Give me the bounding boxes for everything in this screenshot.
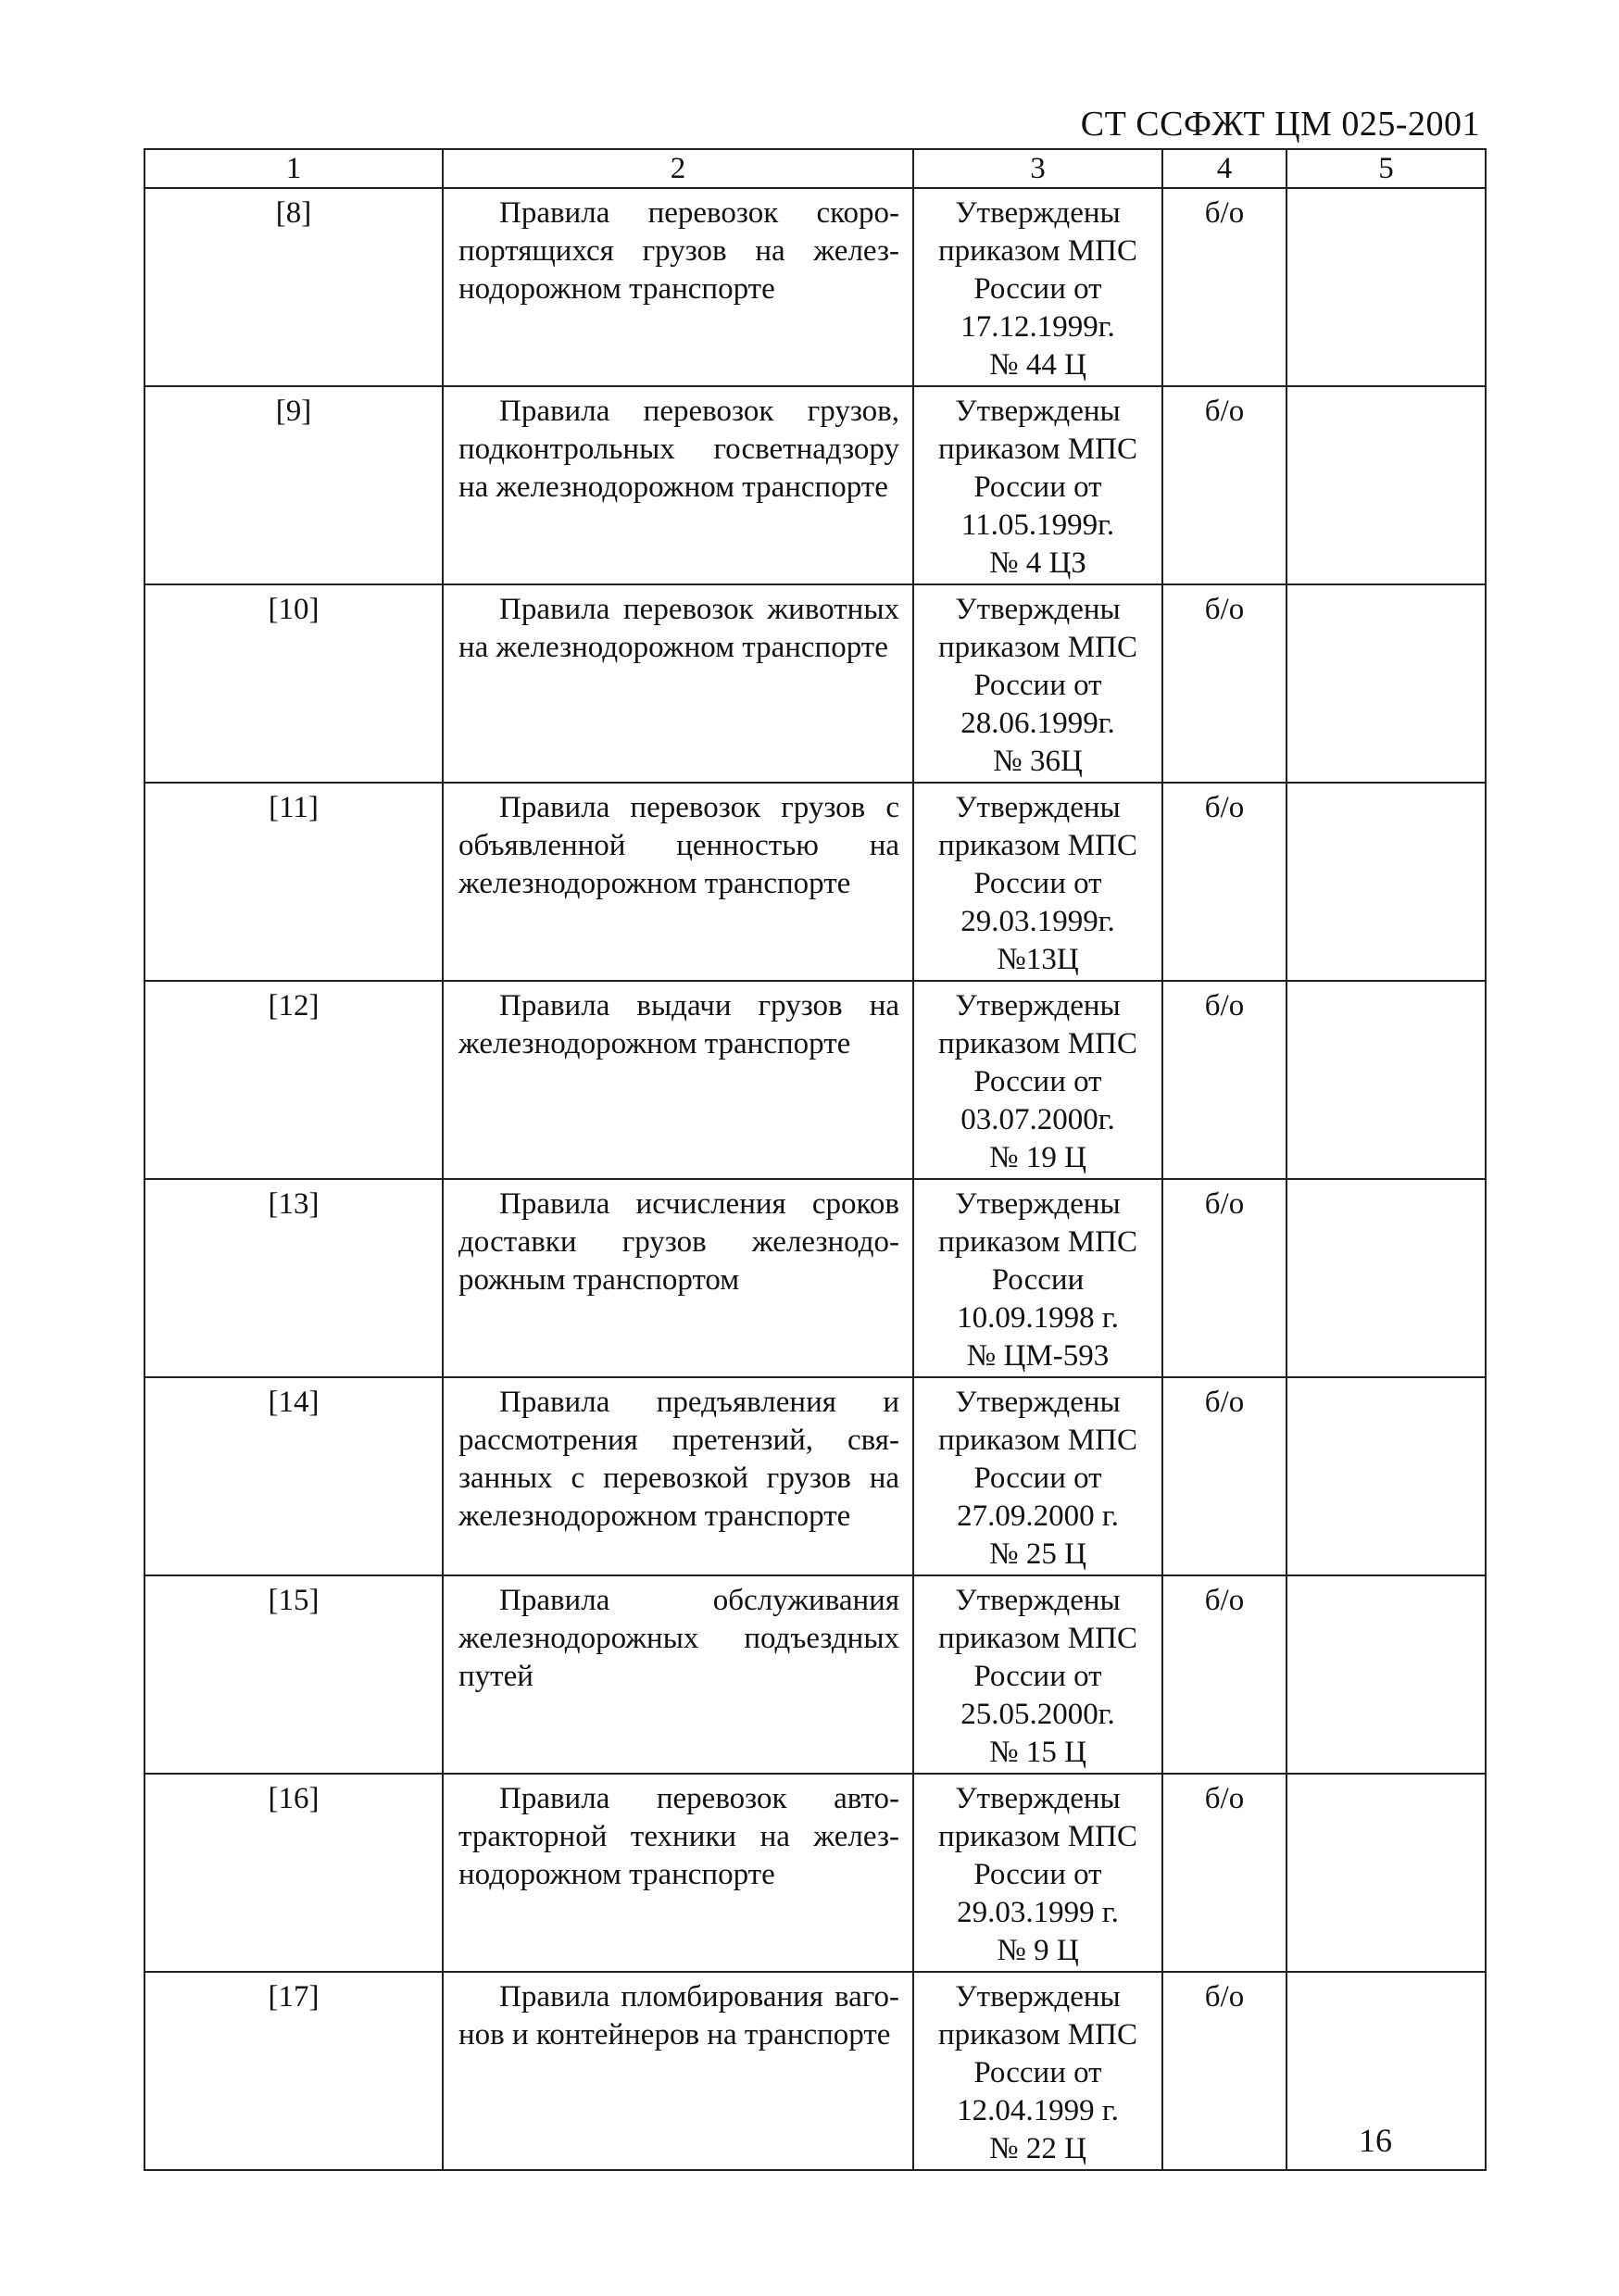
document-title: Правила исчисления сроков доставки грузов железнодорожным транспортом bbox=[458, 1187, 899, 1297]
approval-cell bbox=[913, 188, 1162, 386]
approval-cell bbox=[913, 1179, 1162, 1377]
table-row bbox=[144, 386, 1486, 584]
approval-line: № 22 Ц bbox=[989, 2132, 1086, 2165]
table-header-row bbox=[144, 149, 1486, 188]
approval-line: Утверждены bbox=[955, 791, 1121, 824]
approval-cell bbox=[913, 1575, 1162, 1774]
document-code: СТ ССФЖТ ЦМ 025-2001 bbox=[1080, 105, 1480, 144]
reference-number: [15] bbox=[144, 1575, 443, 1774]
column-header-2: 2 bbox=[443, 149, 913, 188]
approval-line: России от bbox=[973, 1462, 1102, 1495]
note-cell bbox=[1286, 1774, 1486, 1972]
approval-line: приказом МПС bbox=[937, 829, 1138, 862]
approval-cell bbox=[913, 386, 1162, 584]
approval-line: 17.12.1999г. bbox=[960, 310, 1115, 344]
document-title-cell bbox=[443, 1179, 913, 1377]
status-cell: б/о bbox=[1162, 584, 1286, 783]
approval-line: Утверждены bbox=[955, 1782, 1121, 1815]
approval-line: России от bbox=[973, 867, 1102, 900]
table-row bbox=[144, 1575, 1486, 1774]
references-table bbox=[144, 148, 1487, 2171]
approval-line: № 4 ЦЗ bbox=[989, 546, 1086, 580]
approval-line: № 9 Ц bbox=[997, 1934, 1079, 1967]
document-title-cell bbox=[443, 981, 913, 1179]
document-title: Правила обслуживания железнодорожных подъездных путей bbox=[458, 1584, 899, 1693]
approval-line: Утверждены bbox=[955, 1386, 1121, 1419]
table-row bbox=[144, 584, 1486, 783]
note-cell bbox=[1286, 1377, 1486, 1575]
approval-line: Утверждены bbox=[955, 1980, 1121, 2014]
approval-cell bbox=[913, 1972, 1162, 2170]
approval-cell bbox=[913, 981, 1162, 1179]
approval-line: России от bbox=[973, 1065, 1102, 1098]
reference-number: [12] bbox=[144, 981, 443, 1179]
approval-line: России от bbox=[973, 1858, 1102, 1891]
approval-line: приказом МПС bbox=[937, 1622, 1138, 1655]
status-cell: б/о bbox=[1162, 1179, 1286, 1377]
approval-line: 12.04.1999 г. bbox=[957, 2094, 1119, 2127]
note-cell bbox=[1286, 783, 1486, 981]
page-number: 16 bbox=[1359, 2122, 1392, 2159]
document-title: Правила перевозок животных на железнодорожном транспорте bbox=[458, 593, 899, 664]
approval-line: России bbox=[991, 1263, 1085, 1297]
document-title-cell bbox=[443, 783, 913, 981]
approval-cell bbox=[913, 1774, 1162, 1972]
note-cell bbox=[1286, 386, 1486, 584]
document-title-cell bbox=[443, 1377, 913, 1575]
column-header-1: 1 bbox=[144, 149, 443, 188]
document-title: Правила предъявления и рассмотрения претензий, связанных с перевозкой грузов на железнодорожном транспорте bbox=[458, 1386, 899, 1533]
approval-line: № 15 Ц bbox=[989, 1736, 1086, 1769]
table-row bbox=[144, 188, 1486, 386]
reference-number: [14] bbox=[144, 1377, 443, 1575]
approval-line: приказом МПС bbox=[937, 631, 1138, 664]
status-cell: б/о bbox=[1162, 188, 1286, 386]
status-cell: б/о bbox=[1162, 783, 1286, 981]
reference-number: [16] bbox=[144, 1774, 443, 1972]
approval-cell bbox=[913, 1377, 1162, 1575]
approval-line: 29.03.1999г. bbox=[960, 905, 1115, 938]
approval-line: приказом МПС bbox=[937, 1820, 1138, 1853]
status-cell: б/о bbox=[1162, 1774, 1286, 1972]
approval-line: России от bbox=[973, 1660, 1102, 1693]
approval-line: 10.09.1998 г. bbox=[957, 1301, 1119, 1335]
approval-line: 11.05.1999г. bbox=[960, 508, 1115, 542]
document-title-cell bbox=[443, 1575, 913, 1774]
reference-number: [10] bbox=[144, 584, 443, 783]
approval-line: № ЦМ-593 bbox=[966, 1339, 1110, 1373]
approval-line: России от bbox=[973, 669, 1102, 702]
approval-line: Утверждены bbox=[955, 196, 1121, 230]
table-row bbox=[144, 783, 1486, 981]
status-cell: б/о bbox=[1162, 386, 1286, 584]
table-row bbox=[144, 1377, 1486, 1575]
approval-line: Утверждены bbox=[955, 989, 1121, 1023]
approval-line: 27.09.2000 г. bbox=[957, 1499, 1119, 1533]
note-cell bbox=[1286, 188, 1486, 386]
approval-line: №13Ц bbox=[997, 943, 1079, 976]
note-cell bbox=[1286, 584, 1486, 783]
approval-line: России от bbox=[973, 272, 1102, 306]
status-cell: б/о bbox=[1162, 1972, 1286, 2170]
approval-line: 28.06.1999г. bbox=[960, 707, 1115, 740]
document-title: Правила выдачи грузов на железнодорожном транспорте bbox=[458, 989, 899, 1060]
reference-number: [9] bbox=[144, 386, 443, 584]
approval-cell bbox=[913, 584, 1162, 783]
note-cell bbox=[1286, 981, 1486, 1179]
approval-line: приказом МПС bbox=[937, 1424, 1138, 1457]
approval-line: № 25 Ц bbox=[989, 1537, 1086, 1571]
reference-number: [11] bbox=[144, 783, 443, 981]
table-row bbox=[144, 1179, 1486, 1377]
approval-line: № 36Ц bbox=[993, 745, 1083, 778]
reference-number: [8] bbox=[144, 188, 443, 386]
table-row bbox=[144, 981, 1486, 1179]
document-title: Правила пломбирования вагонов и контейнеров на транспорте bbox=[458, 1980, 899, 2051]
status-cell: б/о bbox=[1162, 1575, 1286, 1774]
approval-line: приказом МПС bbox=[937, 1225, 1138, 1259]
table-row bbox=[144, 1972, 1486, 2170]
note-cell bbox=[1286, 1575, 1486, 1774]
approval-line: 25.05.2000г. bbox=[960, 1698, 1115, 1731]
approval-cell bbox=[913, 783, 1162, 981]
approval-line: России от bbox=[973, 470, 1102, 504]
column-header-5: 5 bbox=[1286, 149, 1486, 188]
approval-line: Утверждены bbox=[955, 1584, 1121, 1617]
status-cell: б/о bbox=[1162, 981, 1286, 1179]
approval-line: 03.07.2000г. bbox=[960, 1103, 1115, 1136]
status-cell: б/о bbox=[1162, 1377, 1286, 1575]
reference-number: [13] bbox=[144, 1179, 443, 1377]
document-title-cell bbox=[443, 1774, 913, 1972]
document-title-cell bbox=[443, 386, 913, 584]
approval-line: России от bbox=[973, 2056, 1102, 2089]
approval-line: № 19 Ц bbox=[989, 1141, 1086, 1174]
column-header-3: 3 bbox=[913, 149, 1162, 188]
document-title: Правила перевозок грузов, подконтрольных госветнадзору на железнодорожном транспорте bbox=[458, 395, 899, 504]
document-title: Правила перевозок скоропортящихся грузов на железнодорожном транспорте bbox=[458, 196, 899, 306]
approval-line: Утверждены bbox=[955, 593, 1121, 626]
approval-line: приказом МПС bbox=[937, 433, 1138, 466]
approval-line: приказом МПС bbox=[937, 1027, 1138, 1060]
note-cell bbox=[1286, 1179, 1486, 1377]
document-title: Правила перевозок грузов с объявленной ценностью на железнодорожном транспорте bbox=[458, 791, 899, 900]
document-title-cell bbox=[443, 188, 913, 386]
table-row bbox=[144, 1774, 1486, 1972]
document-title-cell bbox=[443, 584, 913, 783]
document-title: Правила перевозок автотракторной техники на железнодорожном транспорте bbox=[458, 1782, 899, 1891]
document-title-cell bbox=[443, 1972, 913, 2170]
column-header-4: 4 bbox=[1162, 149, 1286, 188]
approval-line: приказом МПС bbox=[937, 2018, 1138, 2051]
approval-line: Утверждены bbox=[955, 395, 1121, 428]
approval-line: Утверждены bbox=[955, 1187, 1121, 1221]
approval-line: 29.03.1999 г. bbox=[957, 1896, 1119, 1929]
approval-line: приказом МПС bbox=[937, 234, 1138, 268]
approval-line: № 44 Ц bbox=[989, 348, 1086, 382]
reference-number: [17] bbox=[144, 1972, 443, 2170]
table-body bbox=[144, 188, 1486, 2170]
